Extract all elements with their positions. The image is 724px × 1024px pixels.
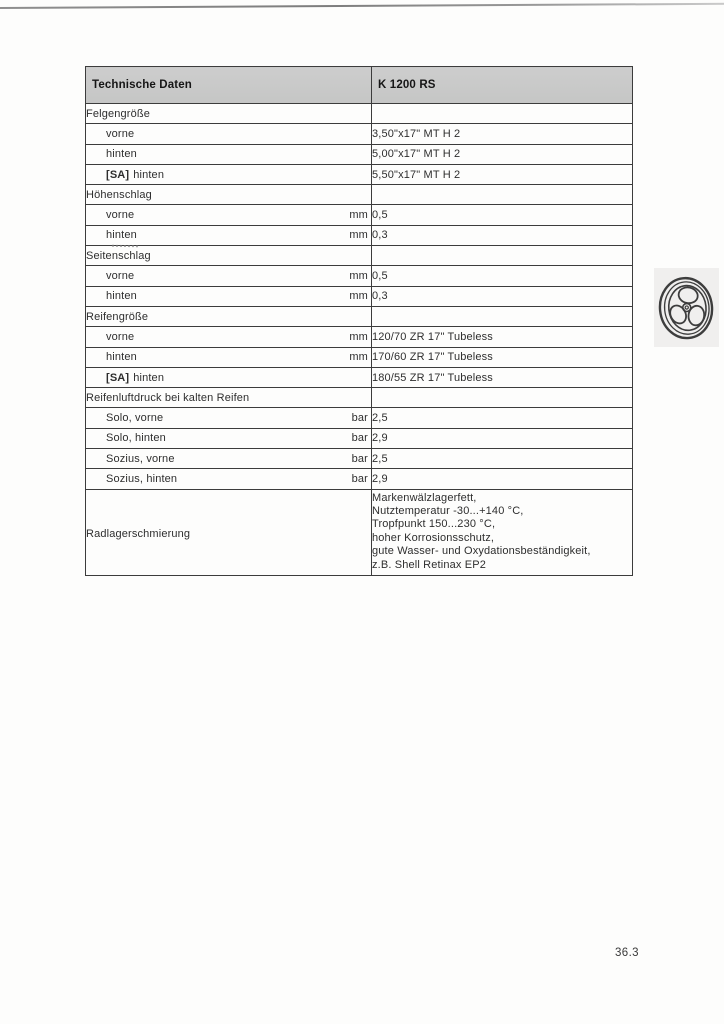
table-row bbox=[86, 327, 633, 347]
row-value bbox=[372, 185, 633, 205]
table-row bbox=[86, 367, 633, 387]
row-value bbox=[372, 246, 633, 266]
table-row bbox=[86, 286, 633, 306]
row-label: Reifenluftdruck bei kalten Reifen bbox=[86, 388, 372, 408]
table-row bbox=[86, 205, 633, 225]
table-row-multiline bbox=[86, 489, 633, 575]
row-label: hinten bbox=[133, 371, 165, 384]
row-label: Reifengröße bbox=[86, 306, 372, 326]
table-row-section bbox=[86, 104, 633, 124]
value-line: hoher Korrosionsschutz, bbox=[372, 531, 495, 544]
row-label: hinten bbox=[133, 168, 165, 181]
table-row bbox=[86, 144, 633, 164]
row-value: 0,5 bbox=[372, 205, 633, 225]
table-row bbox=[86, 124, 633, 144]
row-label: Solo, hinten bbox=[106, 432, 166, 445]
row-value: 5,00"x17" MT H 2 bbox=[372, 144, 633, 164]
table-row bbox=[86, 469, 633, 489]
value-line: gute Wasser- und Oxydationsbeständigkeit, bbox=[372, 545, 591, 558]
row-value bbox=[372, 306, 633, 326]
row-unit: bar bbox=[351, 432, 368, 445]
row-unit: mm bbox=[349, 229, 368, 242]
row-value: 3,50"x17" MT H 2 bbox=[372, 124, 633, 144]
row-label: vorne bbox=[106, 270, 135, 283]
page-number: 36.3 bbox=[615, 947, 639, 959]
table-row bbox=[86, 225, 633, 245]
page-edge-scan-line bbox=[0, 3, 724, 9]
row-label-prefix: [SA] bbox=[106, 168, 130, 181]
row-label: Felgengröße bbox=[86, 104, 372, 124]
row-label: Sozius, hinten bbox=[106, 472, 178, 485]
motorcycle-wheel-icon bbox=[658, 274, 716, 342]
row-unit: mm bbox=[349, 270, 368, 283]
row-unit: bar bbox=[351, 412, 368, 425]
row-value: 170/60 ZR 17" Tubeless bbox=[372, 347, 633, 367]
row-label: Radlagerschmierung bbox=[86, 489, 372, 575]
row-value bbox=[372, 104, 633, 124]
table-row bbox=[86, 449, 633, 469]
row-label-prefix: [SA] bbox=[106, 371, 130, 384]
table-header-col1: Technische Daten bbox=[86, 67, 372, 104]
table-row bbox=[86, 408, 633, 428]
tech-data-table bbox=[85, 66, 633, 576]
row-value: 180/55 ZR 17" Tubeless bbox=[372, 367, 633, 387]
row-label: Sozius, vorne bbox=[106, 452, 175, 465]
row-value: 5,50"x17" MT H 2 bbox=[372, 164, 633, 184]
row-unit: bar bbox=[351, 452, 368, 465]
row-unit: mm bbox=[349, 330, 368, 343]
value-line: Nutztemperatur -30...+140 °C, bbox=[372, 505, 524, 518]
row-value: 120/70 ZR 17" Tubeless bbox=[372, 327, 633, 347]
table-row bbox=[86, 347, 633, 367]
row-label: Solo, vorne bbox=[106, 412, 164, 425]
table-row bbox=[86, 164, 633, 184]
row-unit: mm bbox=[349, 209, 368, 222]
table-row-section bbox=[86, 246, 633, 266]
row-unit: bar bbox=[351, 472, 368, 485]
value-line: Tropfpunkt 150...230 °C, bbox=[372, 518, 496, 531]
row-value: 2,9 bbox=[372, 469, 633, 489]
row-value: 2,9 bbox=[372, 428, 633, 448]
value-line: z.B. Shell Retinax EP2 bbox=[372, 558, 486, 571]
row-label: hinten bbox=[106, 351, 137, 364]
table-row bbox=[86, 266, 633, 286]
row-label: hinten bbox=[106, 290, 137, 303]
table-row-section bbox=[86, 306, 633, 326]
row-label: vorne bbox=[106, 127, 135, 140]
row-value: 0,3 bbox=[372, 286, 633, 306]
row-value: 2,5 bbox=[372, 449, 633, 469]
row-label: hinten bbox=[106, 229, 137, 242]
row-label: vorne bbox=[106, 209, 135, 222]
row-value bbox=[372, 388, 633, 408]
row-value: 0,3 bbox=[372, 225, 633, 245]
row-label: Seitenschlag bbox=[86, 246, 372, 266]
table-row-section bbox=[86, 388, 633, 408]
table-row-section bbox=[86, 185, 633, 205]
row-label: hinten bbox=[106, 148, 137, 161]
table-header-col2: K 1200 RS bbox=[372, 67, 633, 104]
row-label: vorne bbox=[106, 330, 135, 343]
row-label: Höhenschlag bbox=[86, 185, 372, 205]
row-value bbox=[372, 489, 633, 575]
scan-smudge-artifact bbox=[112, 242, 138, 247]
row-unit: mm bbox=[349, 351, 368, 364]
value-line: Markenwälzlagerfett, bbox=[372, 491, 477, 504]
row-value: 2,5 bbox=[372, 408, 633, 428]
table-row bbox=[86, 428, 633, 448]
row-value: 0,5 bbox=[372, 266, 633, 286]
table-header-row bbox=[86, 67, 633, 104]
chapter-tab-image bbox=[654, 268, 719, 347]
row-unit: mm bbox=[349, 290, 368, 303]
